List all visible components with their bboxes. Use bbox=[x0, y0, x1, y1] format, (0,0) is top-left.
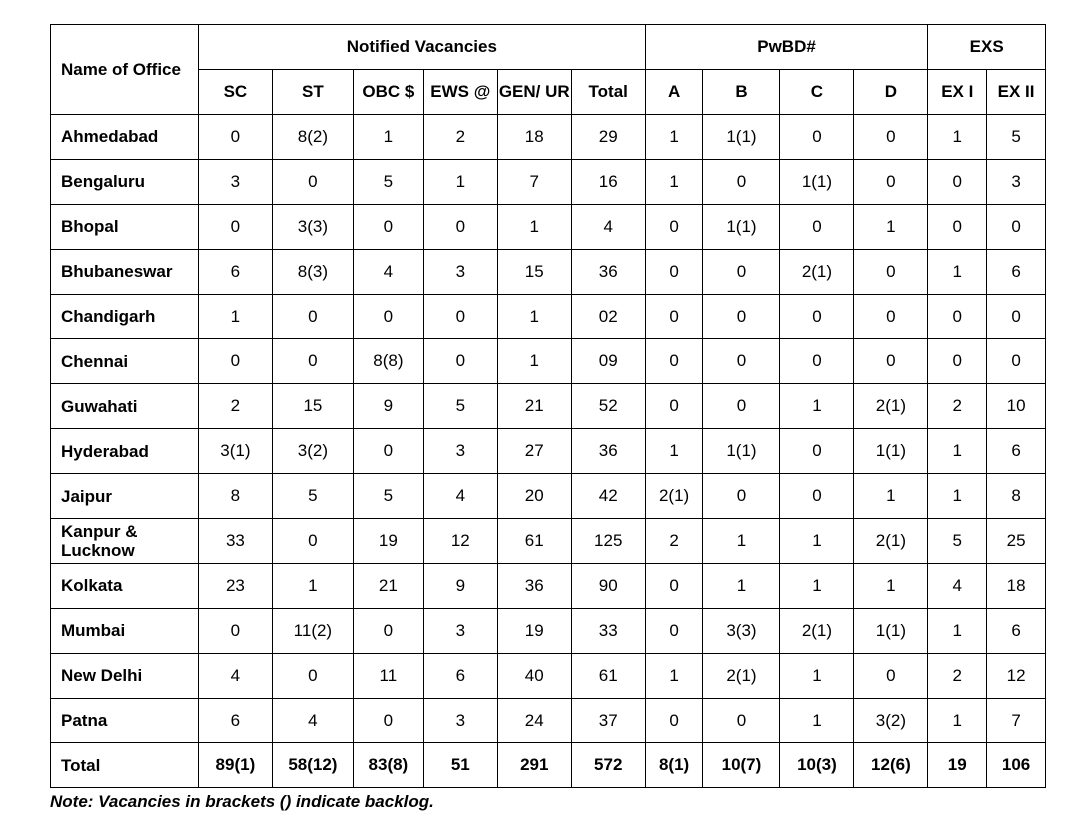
table-cell: 9 bbox=[423, 563, 497, 608]
total-cell: 83(8) bbox=[353, 743, 423, 788]
table-cell: 1 bbox=[928, 608, 987, 653]
table-cell: 2(1) bbox=[703, 653, 780, 698]
office-name: Hyderabad bbox=[51, 429, 199, 474]
table-cell: 6 bbox=[987, 608, 1046, 653]
notified-vacancies-header: Notified Vacancies bbox=[198, 25, 645, 70]
column-header: A bbox=[645, 70, 703, 115]
table-cell: 5 bbox=[928, 519, 987, 564]
table-cell: 0 bbox=[353, 698, 423, 743]
table-cell: 42 bbox=[571, 474, 645, 519]
total-label: Total bbox=[51, 743, 199, 788]
table-cell: 0 bbox=[272, 159, 353, 204]
table-cell: 12 bbox=[987, 653, 1046, 698]
table-cell: 1 bbox=[928, 249, 987, 294]
office-name: New Delhi bbox=[51, 653, 199, 698]
table-cell: 61 bbox=[497, 519, 571, 564]
table-cell: 2(1) bbox=[780, 249, 854, 294]
vacancy-table bbox=[50, 24, 1046, 788]
table-row bbox=[51, 204, 1046, 249]
column-header: D bbox=[854, 70, 928, 115]
table-cell: 24 bbox=[497, 698, 571, 743]
table-cell: 3 bbox=[423, 249, 497, 294]
table-body bbox=[51, 115, 1046, 788]
table-cell: 6 bbox=[987, 429, 1046, 474]
table-cell: 4 bbox=[272, 698, 353, 743]
column-header: GEN/ UR bbox=[497, 70, 571, 115]
name-of-office-header: Name of Office bbox=[51, 25, 199, 115]
table-cell: 0 bbox=[703, 249, 780, 294]
table-row bbox=[51, 115, 1046, 160]
column-header: EX I bbox=[928, 70, 987, 115]
table-cell: 12 bbox=[423, 519, 497, 564]
table-cell: 1 bbox=[703, 563, 780, 608]
table-cell: 36 bbox=[497, 563, 571, 608]
table-cell: 15 bbox=[497, 249, 571, 294]
table-cell: 19 bbox=[353, 519, 423, 564]
total-cell: 51 bbox=[423, 743, 497, 788]
table-cell: 0 bbox=[198, 339, 272, 384]
table-cell: 4 bbox=[571, 204, 645, 249]
table-cell: 1 bbox=[780, 563, 854, 608]
table-cell: 1 bbox=[780, 698, 854, 743]
column-header: EWS @ bbox=[423, 70, 497, 115]
table-cell: 3(2) bbox=[854, 698, 928, 743]
table-cell: 0 bbox=[987, 294, 1046, 339]
table-cell: 8 bbox=[198, 474, 272, 519]
table-cell: 0 bbox=[198, 115, 272, 160]
table-cell: 40 bbox=[497, 653, 571, 698]
table-cell: 1(1) bbox=[703, 204, 780, 249]
table-cell: 5 bbox=[987, 115, 1046, 160]
vacancy-table-container bbox=[50, 24, 1046, 788]
table-cell: 0 bbox=[353, 204, 423, 249]
table-cell: 1 bbox=[928, 474, 987, 519]
table-cell: 0 bbox=[423, 204, 497, 249]
column-header: C bbox=[780, 70, 854, 115]
table-cell: 11(2) bbox=[272, 608, 353, 653]
table-cell: 5 bbox=[272, 474, 353, 519]
table-cell: 18 bbox=[987, 563, 1046, 608]
table-cell: 1 bbox=[928, 115, 987, 160]
table-cell: 02 bbox=[571, 294, 645, 339]
table-cell: 90 bbox=[571, 563, 645, 608]
table-cell: 2 bbox=[198, 384, 272, 429]
table-cell: 09 bbox=[571, 339, 645, 384]
column-header: EX II bbox=[987, 70, 1046, 115]
table-cell: 18 bbox=[497, 115, 571, 160]
table-cell: 27 bbox=[497, 429, 571, 474]
table-cell: 1 bbox=[780, 519, 854, 564]
table-cell: 0 bbox=[780, 204, 854, 249]
exs-header: EXS bbox=[928, 25, 1046, 70]
office-name: Bhubaneswar bbox=[51, 249, 199, 294]
table-cell: 0 bbox=[645, 204, 703, 249]
table-cell: 0 bbox=[928, 294, 987, 339]
table-cell: 19 bbox=[497, 608, 571, 653]
table-cell: 0 bbox=[353, 294, 423, 339]
table-cell: 2 bbox=[928, 384, 987, 429]
table-cell: 2 bbox=[423, 115, 497, 160]
total-cell: 58(12) bbox=[272, 743, 353, 788]
table-cell: 2 bbox=[645, 519, 703, 564]
table-row bbox=[51, 249, 1046, 294]
table-cell: 36 bbox=[571, 249, 645, 294]
table-cell: 0 bbox=[645, 339, 703, 384]
table-cell: 0 bbox=[423, 294, 497, 339]
table-cell: 20 bbox=[497, 474, 571, 519]
table-cell: 37 bbox=[571, 698, 645, 743]
table-cell: 8(8) bbox=[353, 339, 423, 384]
table-cell: 2(1) bbox=[780, 608, 854, 653]
pwbd-header: PwBD# bbox=[645, 25, 928, 70]
table-cell: 0 bbox=[780, 115, 854, 160]
table-cell: 29 bbox=[571, 115, 645, 160]
column-header: SC bbox=[198, 70, 272, 115]
table-cell: 6 bbox=[198, 698, 272, 743]
table-row bbox=[51, 429, 1046, 474]
table-cell: 0 bbox=[854, 339, 928, 384]
table-cell: 1 bbox=[272, 563, 353, 608]
table-cell: 3 bbox=[423, 698, 497, 743]
table-cell: 25 bbox=[987, 519, 1046, 564]
table-cell: 21 bbox=[353, 563, 423, 608]
table-cell: 3 bbox=[987, 159, 1046, 204]
table-cell: 0 bbox=[198, 608, 272, 653]
office-name: Ahmedabad bbox=[51, 115, 199, 160]
table-cell: 6 bbox=[423, 653, 497, 698]
table-cell: 9 bbox=[353, 384, 423, 429]
table-cell: 125 bbox=[571, 519, 645, 564]
table-cell: 6 bbox=[198, 249, 272, 294]
table-cell: 4 bbox=[423, 474, 497, 519]
table-cell: 0 bbox=[854, 294, 928, 339]
table-cell: 0 bbox=[780, 429, 854, 474]
table-cell: 0 bbox=[854, 249, 928, 294]
column-header-row bbox=[51, 70, 1046, 115]
table-cell: 0 bbox=[423, 339, 497, 384]
office-name: Kanpur & Lucknow bbox=[51, 519, 199, 564]
table-cell: 0 bbox=[272, 653, 353, 698]
table-cell: 1 bbox=[353, 115, 423, 160]
table-cell: 1 bbox=[645, 159, 703, 204]
table-row bbox=[51, 474, 1046, 519]
table-cell: 1 bbox=[780, 653, 854, 698]
office-name: Chandigarh bbox=[51, 294, 199, 339]
table-cell: 36 bbox=[571, 429, 645, 474]
table-cell: 0 bbox=[645, 698, 703, 743]
table-cell: 0 bbox=[645, 249, 703, 294]
table-cell: 0 bbox=[703, 474, 780, 519]
table-cell: 1 bbox=[703, 519, 780, 564]
table-cell: 0 bbox=[703, 294, 780, 339]
table-cell: 1 bbox=[854, 204, 928, 249]
table-cell: 23 bbox=[198, 563, 272, 608]
table-cell: 0 bbox=[645, 608, 703, 653]
table-cell: 0 bbox=[780, 294, 854, 339]
table-cell: 0 bbox=[198, 204, 272, 249]
total-cell: 19 bbox=[928, 743, 987, 788]
total-cell: 106 bbox=[987, 743, 1046, 788]
office-name: Bengaluru bbox=[51, 159, 199, 204]
office-name: Bhopal bbox=[51, 204, 199, 249]
table-row bbox=[51, 653, 1046, 698]
table-cell: 2(1) bbox=[645, 474, 703, 519]
table-cell: 15 bbox=[272, 384, 353, 429]
table-cell: 10 bbox=[987, 384, 1046, 429]
table-cell: 0 bbox=[854, 159, 928, 204]
table-row bbox=[51, 294, 1046, 339]
table-cell: 3 bbox=[198, 159, 272, 204]
table-cell: 3(2) bbox=[272, 429, 353, 474]
table-row bbox=[51, 563, 1046, 608]
table-cell: 0 bbox=[854, 115, 928, 160]
total-cell: 89(1) bbox=[198, 743, 272, 788]
table-row bbox=[51, 698, 1046, 743]
table-cell: 0 bbox=[854, 653, 928, 698]
table-cell: 8(2) bbox=[272, 115, 353, 160]
table-cell: 0 bbox=[645, 384, 703, 429]
table-cell: 1 bbox=[423, 159, 497, 204]
table-cell: 7 bbox=[497, 159, 571, 204]
office-name: Mumbai bbox=[51, 608, 199, 653]
total-cell: 10(3) bbox=[780, 743, 854, 788]
total-cell: 572 bbox=[571, 743, 645, 788]
table-cell: 11 bbox=[353, 653, 423, 698]
table-cell: 1 bbox=[198, 294, 272, 339]
office-name: Patna bbox=[51, 698, 199, 743]
table-cell: 3 bbox=[423, 608, 497, 653]
table-cell: 1 bbox=[854, 474, 928, 519]
table-cell: 0 bbox=[272, 339, 353, 384]
table-cell: 33 bbox=[198, 519, 272, 564]
table-cell: 0 bbox=[353, 429, 423, 474]
column-header: ST bbox=[272, 70, 353, 115]
table-cell: 3(3) bbox=[703, 608, 780, 653]
table-cell: 5 bbox=[423, 384, 497, 429]
table-cell: 0 bbox=[645, 563, 703, 608]
table-cell: 1 bbox=[645, 653, 703, 698]
column-header: Total bbox=[571, 70, 645, 115]
table-cell: 4 bbox=[928, 563, 987, 608]
table-cell: 1(1) bbox=[854, 608, 928, 653]
table-cell: 0 bbox=[780, 339, 854, 384]
table-cell: 7 bbox=[987, 698, 1046, 743]
table-cell: 8 bbox=[987, 474, 1046, 519]
table-cell: 4 bbox=[198, 653, 272, 698]
table-cell: 0 bbox=[645, 294, 703, 339]
table-cell: 3 bbox=[423, 429, 497, 474]
table-cell: 1(1) bbox=[703, 429, 780, 474]
table-cell: 0 bbox=[928, 339, 987, 384]
table-cell: 0 bbox=[272, 294, 353, 339]
table-cell: 16 bbox=[571, 159, 645, 204]
table-cell: 1 bbox=[497, 204, 571, 249]
table-cell: 1(1) bbox=[703, 115, 780, 160]
table-cell: 1 bbox=[497, 294, 571, 339]
total-row bbox=[51, 743, 1046, 788]
table-cell: 61 bbox=[571, 653, 645, 698]
table-cell: 1 bbox=[928, 429, 987, 474]
table-cell: 2 bbox=[928, 653, 987, 698]
table-cell: 0 bbox=[780, 474, 854, 519]
column-header: B bbox=[703, 70, 780, 115]
table-cell: 4 bbox=[353, 249, 423, 294]
table-cell: 8(3) bbox=[272, 249, 353, 294]
total-cell: 8(1) bbox=[645, 743, 703, 788]
total-cell: 291 bbox=[497, 743, 571, 788]
table-cell: 0 bbox=[272, 519, 353, 564]
table-cell: 1 bbox=[497, 339, 571, 384]
backlog-note: Note: Vacancies in brackets () indicate backlog. bbox=[50, 792, 434, 811]
table-cell: 1 bbox=[928, 698, 987, 743]
table-cell: 2(1) bbox=[854, 384, 928, 429]
table-cell: 33 bbox=[571, 608, 645, 653]
table-cell: 0 bbox=[928, 204, 987, 249]
total-cell: 12(6) bbox=[854, 743, 928, 788]
table-cell: 5 bbox=[353, 474, 423, 519]
total-cell: 10(7) bbox=[703, 743, 780, 788]
column-header: OBC $ bbox=[353, 70, 423, 115]
table-cell: 0 bbox=[987, 204, 1046, 249]
table-cell: 1(1) bbox=[854, 429, 928, 474]
office-name: Guwahati bbox=[51, 384, 199, 429]
table-cell: 21 bbox=[497, 384, 571, 429]
table-cell: 0 bbox=[703, 339, 780, 384]
office-name: Kolkata bbox=[51, 563, 199, 608]
table-row bbox=[51, 519, 1046, 564]
table-row bbox=[51, 339, 1046, 384]
table-row bbox=[51, 608, 1046, 653]
table-row bbox=[51, 159, 1046, 204]
table-cell: 5 bbox=[353, 159, 423, 204]
table-cell: 1 bbox=[854, 563, 928, 608]
office-name: Jaipur bbox=[51, 474, 199, 519]
table-cell: 3(1) bbox=[198, 429, 272, 474]
table-cell: 1 bbox=[780, 384, 854, 429]
table-cell: 1 bbox=[645, 429, 703, 474]
table-cell: 0 bbox=[703, 698, 780, 743]
table-cell: 3(3) bbox=[272, 204, 353, 249]
table-cell: 1 bbox=[645, 115, 703, 160]
office-name: Chennai bbox=[51, 339, 199, 384]
table-cell: 0 bbox=[928, 159, 987, 204]
table-cell: 0 bbox=[353, 608, 423, 653]
table-cell: 2(1) bbox=[854, 519, 928, 564]
table-cell: 0 bbox=[703, 384, 780, 429]
table-row bbox=[51, 384, 1046, 429]
table-cell: 6 bbox=[987, 249, 1046, 294]
table-cell: 52 bbox=[571, 384, 645, 429]
table-cell: 0 bbox=[703, 159, 780, 204]
table-cell: 0 bbox=[987, 339, 1046, 384]
table-cell: 1(1) bbox=[780, 159, 854, 204]
